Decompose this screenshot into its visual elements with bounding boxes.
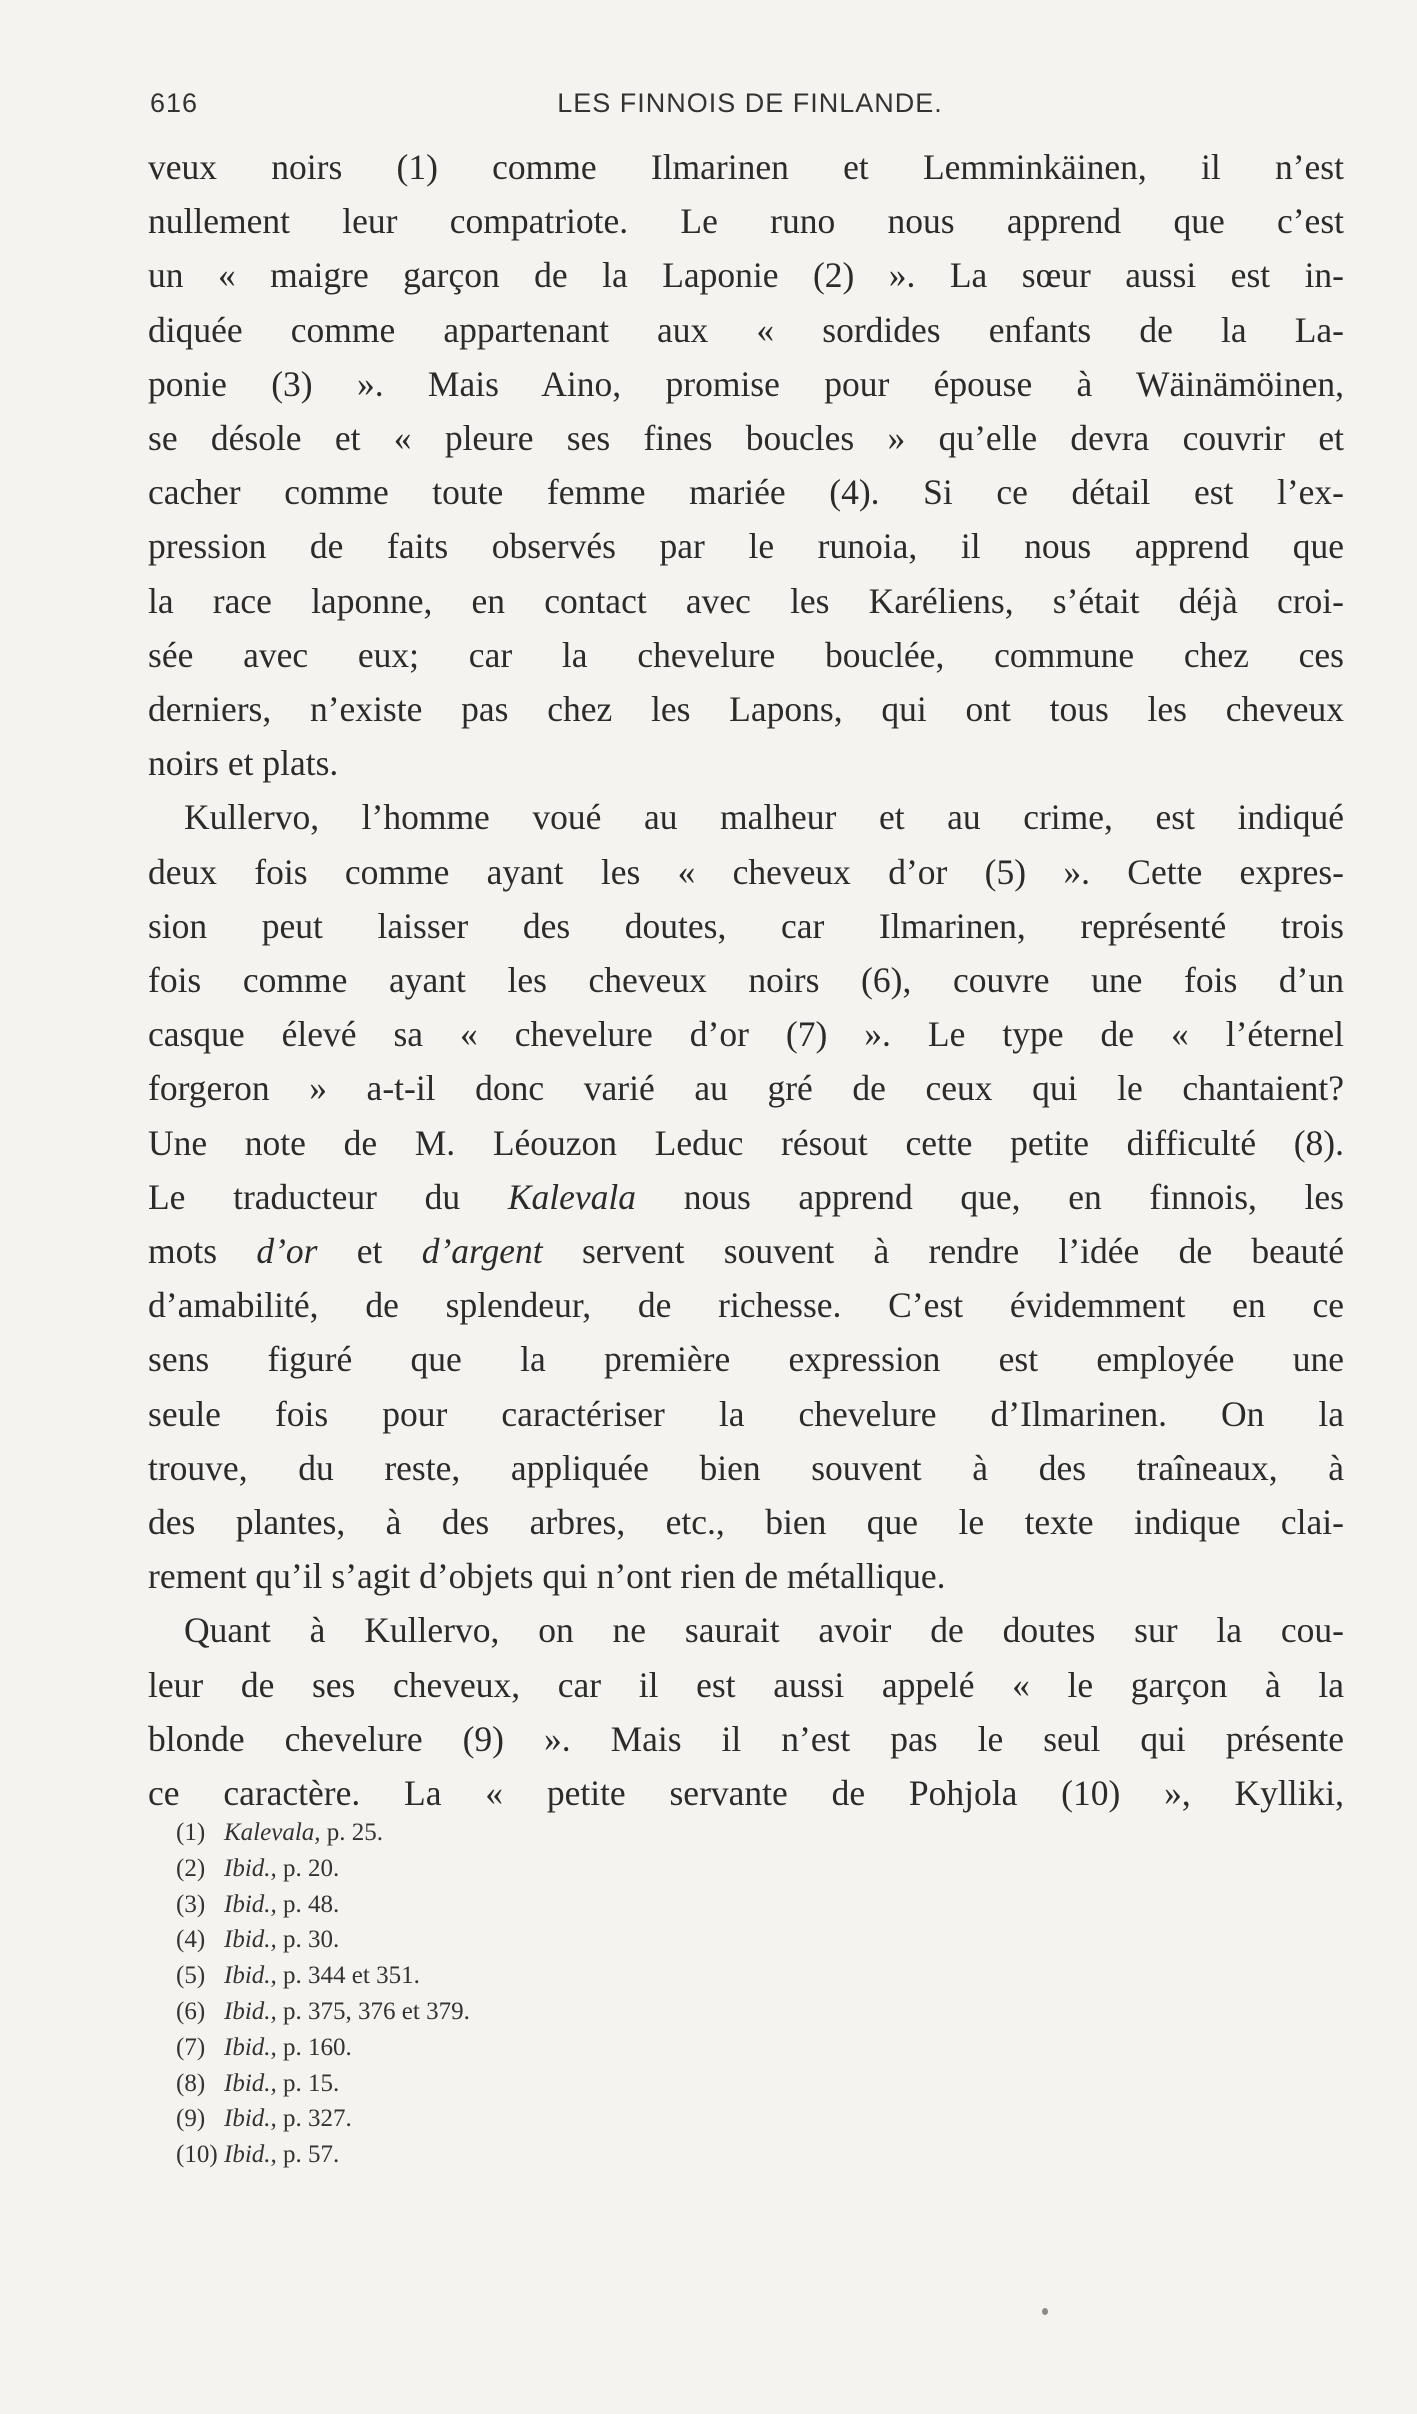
italic-word: d’argent — [421, 1231, 543, 1272]
text-segment: Le traducteur du — [148, 1176, 461, 1217]
footnote — [176, 2030, 976, 2066]
footnote-ref: Kalevala, — [224, 1819, 321, 1846]
footnote-page: p. 327. — [283, 2105, 352, 2133]
text-line — [148, 1170, 1344, 1224]
text-line: nullement leur compatriote. Le runo nous apprend que c’est — [148, 201, 1344, 242]
footnote-number: (3) — [176, 1890, 206, 1918]
footnote-page: p. 57. — [283, 2141, 340, 2169]
text-line: blonde chevelure (9) ». Mais il n’est pas le seul qui présente — [148, 1718, 1344, 1759]
text-line: forgeron » a-t-il donc varié au gré de ceux qui le chantaient? — [148, 1068, 1344, 1109]
footnote — [176, 2101, 976, 2137]
text-line: deux fois comme ayant les « cheveux d’or (5) ». Cette expres- — [148, 851, 1344, 892]
footnote-ref: Ibid., — [224, 2141, 277, 2169]
footnote — [176, 1887, 976, 1923]
footnote-number: (2) — [176, 1854, 206, 1882]
footnote-page: p. 48. — [283, 1890, 340, 1918]
text-line: casque élevé sa « chevelure d’or (7) ». Le type de « l’éternel — [148, 1014, 1344, 1055]
running-title: LES FINNOIS DE FINLANDE. — [557, 88, 943, 118]
footnote-number: (1) — [176, 1819, 206, 1846]
text-line: seule fois pour caractériser la chevelure d’Ilmarinen. On la — [148, 1393, 1344, 1434]
text-line: sion peut laisser des doutes, car Ilmarinen, représenté trois — [148, 905, 1344, 946]
italic-word: d’or — [256, 1231, 318, 1272]
footnote-ref: Ibid., — [224, 1890, 277, 1918]
text-line: leur de ses cheveux, car il est aussi appelé « le garçon à la — [148, 1664, 1344, 1705]
main-text — [148, 140, 1344, 1820]
text-line: ponie (3) ». Mais Aino, promise pour épouse à Wäinämöinen, — [148, 363, 1344, 404]
text-line: noirs et plats. — [148, 743, 339, 784]
text-line: un « maigre garçon de la Laponie (2) ». La sœur aussi est in- — [148, 255, 1344, 296]
text-line: se désole et « pleure ses fines boucles » qu’elle devra couvrir et — [148, 418, 1344, 459]
text-line: des plantes, à des arbres, etc., bien que le texte indique clai- — [148, 1502, 1344, 1543]
footnote-page: p. 15. — [283, 2069, 340, 2097]
footnote — [176, 1851, 976, 1887]
footnote-ref: Ibid., — [224, 1926, 277, 1954]
footnote-number: (4) — [176, 1926, 206, 1954]
text-line: derniers, n’existe pas chez les Lapons, qui ont tous les cheveux — [148, 689, 1344, 730]
footnote-ref: Ibid., — [224, 2105, 277, 2133]
footnote-number: (6) — [176, 1997, 206, 2025]
text-line: la race laponne, en contact avec les Karéliens, s’était déjà croi- — [148, 580, 1344, 621]
text-line: veux noirs (1) comme Ilmarinen et Lemminkäinen, il n’est — [148, 147, 1344, 187]
footnote — [176, 1922, 976, 1958]
footnote-number: (5) — [176, 1962, 206, 1990]
text-line — [148, 1224, 1344, 1278]
footnote-number: (10) — [176, 2141, 218, 2169]
text-line: rement qu’il s’agit d’objets qui n’ont rien de métallique. — [148, 1556, 946, 1597]
text-line: Quant à Kullervo, on ne saurait avoir de doutes sur la cou- — [184, 1610, 1344, 1651]
footnote — [176, 1815, 976, 1851]
text-line: sens figuré que la première expression est employée une — [148, 1339, 1344, 1380]
footnote-page: p. 25. — [326, 1819, 384, 1846]
footnote-page: p. 30. — [283, 1926, 340, 1954]
footnote-number: (7) — [176, 2033, 206, 2061]
page-header — [150, 88, 1350, 128]
text-segment: nous apprend que, en finnois, les — [683, 1176, 1344, 1217]
text-line: fois comme ayant les cheveux noirs (6), couvre une fois d’un — [148, 960, 1344, 1001]
footnote — [176, 1994, 976, 2030]
text-line: d’amabilité, de splendeur, de richesse. C’est évidemment en ce — [148, 1285, 1344, 1326]
text-line: ce caractère. La « petite servante de Pohjola (10) », Kylliki, — [148, 1773, 1344, 1814]
footnote-ref: Ibid., — [224, 2033, 277, 2061]
footnote-page: p. 375, 376 et 379. — [283, 1997, 470, 2025]
text-line: sée avec eux; car la chevelure bouclée, commune chez ces — [148, 634, 1344, 675]
footnote — [176, 2137, 976, 2173]
footnote-ref: Ibid., — [224, 1962, 277, 1990]
footnote-number: (9) — [176, 2105, 206, 2133]
footnote-ref: Ibid., — [224, 1854, 277, 1882]
text-line: Kullervo, l’homme voué au malheur et au crime, est indiqué — [184, 797, 1344, 838]
text-segment: servent souvent à rendre l’idée de beauté — [581, 1231, 1345, 1272]
footnote-ref: Ibid., — [224, 2069, 277, 2097]
text-segment: mots — [148, 1231, 218, 1272]
ink-speck — [1042, 2308, 1048, 2315]
text-line: cacher comme toute femme mariée (4). Si ce détail est l’ex- — [148, 472, 1344, 513]
footnote-page: p. 344 et 351. — [283, 1962, 420, 1990]
footnotes — [176, 1815, 976, 2173]
text-line: trouve, du reste, appliquée bien souvent à des traîneaux, à — [148, 1447, 1344, 1488]
footnote — [176, 1958, 976, 1994]
footnote-ref: Ibid., — [224, 1997, 277, 2025]
footnote-page: p. 160. — [283, 2033, 352, 2061]
text-segment: et — [356, 1231, 383, 1272]
italic-title: Kalevala — [507, 1176, 637, 1217]
text-line: diquée comme appartenant aux « sordides enfants de la La- — [148, 309, 1344, 350]
footnote — [176, 2066, 976, 2102]
footnote-number: (8) — [176, 2069, 206, 2097]
page-number: 616 — [150, 88, 199, 118]
text-line: Une note de M. Léouzon Leduc résout cette petite difficulté (8). — [148, 1122, 1344, 1163]
footnote-page: p. 20. — [283, 1854, 340, 1882]
text-line: pression de faits observés par le runoia, il nous apprend que — [148, 526, 1344, 567]
